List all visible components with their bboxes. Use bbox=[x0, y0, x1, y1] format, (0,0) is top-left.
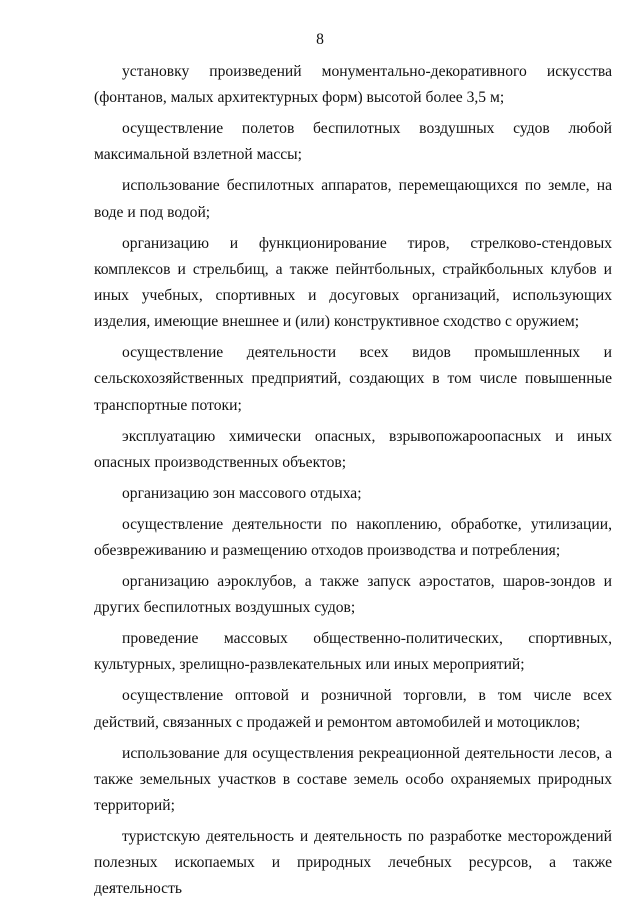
paragraph-drone-flights: осуществление полетов беспилотных воздушных судов любой максимальной взлетной массы; bbox=[94, 120, 612, 164]
paragraph-waste-management: осуществление деятельности по накоплению, обработке, утилизации, обезвреживанию и размещению отходов производства и потребления; bbox=[94, 515, 612, 560]
document-body bbox=[94, 59, 612, 907]
paragraph-tourism-mining: туристскую деятельность и деятельность по разработке месторождений полезных ископаемых и природных лечебных ресурсов, а также деятельность bbox=[94, 828, 612, 898]
paragraph-aeroclubs: организацию аэроклубов, а также запуск аэростатов, шаров-зондов и других беспилотных воздушных судов; bbox=[94, 573, 612, 617]
paragraph-recreation-zones: организацию зон массового отдыха; bbox=[122, 484, 362, 502]
paragraph-monument-installation: установку произведений монументально-декоративного искусства (фонтанов, малых архитектурных форм) высотой более 3,5 м; bbox=[94, 63, 612, 107]
page-number: 8 bbox=[316, 31, 324, 48]
paragraph-forest-recreation: использование для осуществления рекреационной деятельности лесов, а также земельных участков в составе земель особо охраняемых природных территорий; bbox=[94, 744, 612, 815]
paragraph-industrial-enterprises: осуществление деятельности всех видов промышленных и сельскохозяйственных предприятий, создающих в том числе повышенные транспортные потоки; bbox=[94, 344, 612, 414]
paragraph-hazardous-facilities: эксплуатацию химически опасных, взрывопожароопасных и иных опасных производственных объектов; bbox=[94, 427, 612, 471]
paragraph-mass-events: проведение массовых общественно-политических, спортивных, культурных, зрелищно-развлекательных или иных мероприятий; bbox=[94, 630, 612, 674]
paragraph-unmanned-vehicles: использование беспилотных аппаратов, перемещающихся по земле, на воде и под водой; bbox=[94, 177, 612, 221]
paragraph-trade: осуществление оптовой и розничной торговли, в том числе всех действий, связанных с продажей и ремонтом автомобилей и мотоциклов; bbox=[94, 687, 612, 731]
paragraph-shooting-ranges: организацию и функционирование тиров, стрелково-стендовых комплексов и стрельбищ, а также пейнтбольных, страйкбольных клубов и иных учебных, спортивных и досуговых организаций, использующих изделия, имеющие внешнее и (или) конструктивное сходство с оружием; bbox=[94, 234, 612, 331]
